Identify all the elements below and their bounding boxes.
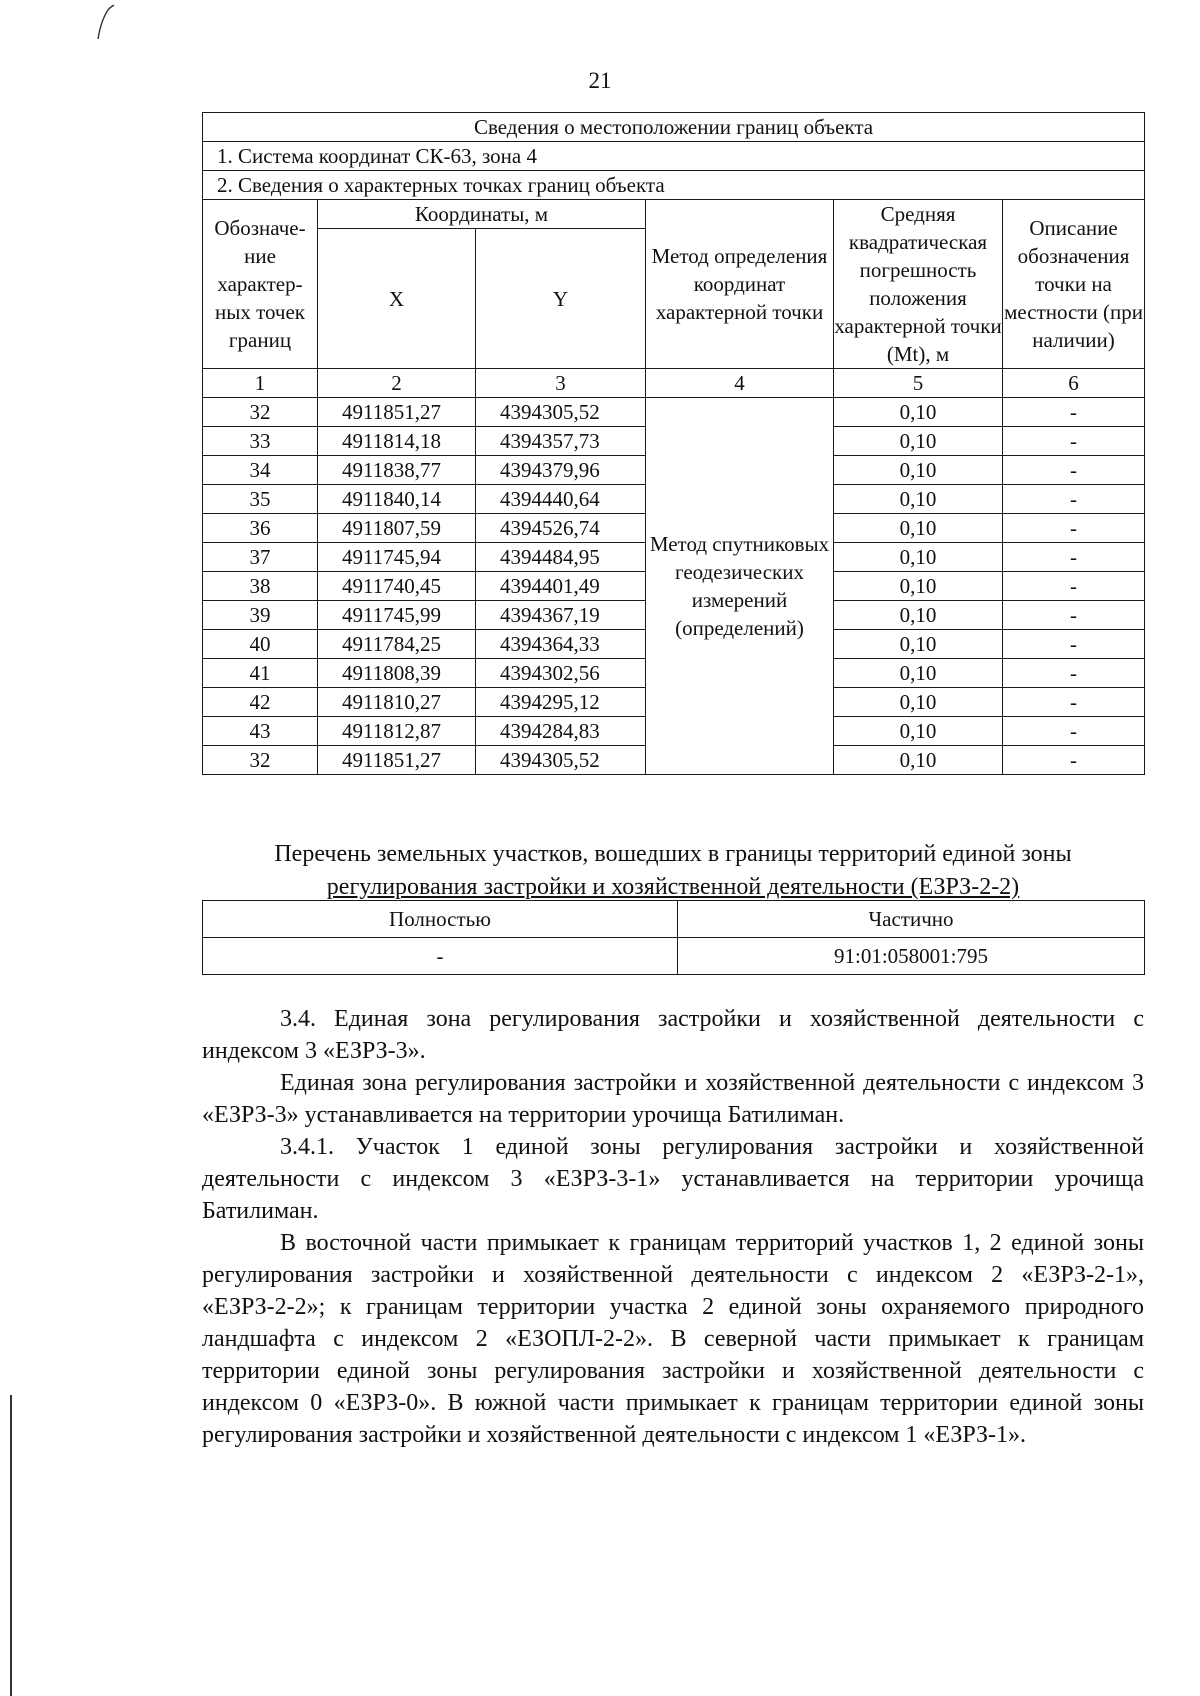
y-cell: 4394357,73 [476,427,646,456]
y-cell: 4394364,33 [476,630,646,659]
col-number: 6 [1003,369,1145,398]
paragraph: 3.4. Единая зона регулирования застройки и хозяйственной деятельности с индексом 3 «ЕЗРЗ-3». [202,1006,1144,1064]
value-partial: 91:01:058001:795 [678,938,1145,975]
section-title: 2. Сведения о характерных точках границ объекта [203,171,1145,200]
col-number: 5 [834,369,1003,398]
desc-cell: - [1003,572,1145,601]
desc-cell: - [1003,746,1145,775]
y-cell: 4394284,83 [476,717,646,746]
paragraph: В восточной части примыкает к границам территорий участков 1, 2 единой зоны регулирования застройки и хозяйственной деятельности с индексом 2 «ЕЗРЗ-2-1», «ЕЗРЗ-2-2»; к границам территории участка 2 единой зоны охраняемого природного ландшафта с индексом 2 «ЕЗОПЛ-2-2». В северной части примыкает к границам территории единой зоны регулирования застройки и хозяйственной деятельности с индексом 0 «ЕЗРЗ-0». В южной части примыкает к границам территории единой зоны регулирования застройки и хозяйственной деятельности с индексом 1 «ЕЗРЗ-1». [202,1230,1144,1448]
x-cell: 4911745,99 [318,601,476,630]
parcel-list-title-line1: Перечень земельных участков, вошедших в границы территорий единой зоны [274,841,1072,867]
x-cell: 4911812,87 [318,717,476,746]
y-cell: 4394295,12 [476,688,646,717]
desc-cell: - [1003,717,1145,746]
table-title: Сведения о местоположении границ объекта [203,113,1145,142]
header-coords: Координаты, м [318,200,646,229]
x-cell: 4911808,39 [318,659,476,688]
table-row [203,398,1145,427]
desc-cell: - [1003,514,1145,543]
desc-cell: - [1003,485,1145,514]
parcel-list-title-line2: регулирования застройки и хозяйственной деятельности (ЕЗРЗ-2-2) [326,874,1020,900]
error-cell: 0,10 [834,746,1003,775]
desc-cell: - [1003,659,1145,688]
error-cell: 0,10 [834,427,1003,456]
x-cell: 4911807,59 [318,514,476,543]
col-number: 3 [476,369,646,398]
header-full: Полностью [203,901,678,938]
parcel-list-title [202,838,1144,904]
error-cell: 0,10 [834,659,1003,688]
y-cell: 4394302,56 [476,659,646,688]
x-cell: 4911740,45 [318,572,476,601]
desc-cell: - [1003,456,1145,485]
x-cell: 4911814,18 [318,427,476,456]
value-full: - [203,938,678,975]
y-cell: 4394367,19 [476,601,646,630]
point-cell: 32 [203,398,318,427]
point-cell: 36 [203,514,318,543]
x-cell: 4911784,25 [318,630,476,659]
x-cell: 4911851,27 [318,746,476,775]
header-error: Средняя квадратическая погрешность положения характерной точки (Mt), м [834,200,1003,369]
header-y: Y [476,229,646,369]
error-cell: 0,10 [834,543,1003,572]
paragraph: Единая зона регулирования застройки и хозяйственной деятельности с индексом 3 «ЕЗРЗ-3» устанавливается на территории урочища Батилиман. [202,1070,1144,1128]
header-partial: Частично [678,901,1145,938]
error-cell: 0,10 [834,601,1003,630]
error-cell: 0,10 [834,630,1003,659]
paragraph: 3.4.1. Участок 1 единой зоны регулирования застройки и хозяйственной деятельности с индексом 3 «ЕЗРЗ-3-1» устанавливается на территории урочища Батилиман. [202,1134,1144,1224]
coordinate-system: 1. Система координат СК-63, зона 4 [203,142,1145,171]
point-cell: 34 [203,456,318,485]
point-cell: 32 [203,746,318,775]
header-description: Описание обозначения точки на местности (при наличии) [1003,200,1145,369]
point-cell: 39 [203,601,318,630]
desc-cell: - [1003,601,1145,630]
point-cell: 40 [203,630,318,659]
x-cell: 4911745,94 [318,543,476,572]
point-cell: 41 [203,659,318,688]
y-cell: 4394440,64 [476,485,646,514]
desc-cell: - [1003,543,1145,572]
col-number: 1 [203,369,318,398]
error-cell: 0,10 [834,485,1003,514]
error-cell: 0,10 [834,514,1003,543]
y-cell: 4394526,74 [476,514,646,543]
x-cell: 4911840,14 [318,485,476,514]
page-number: 21 [588,68,612,93]
y-cell: 4394401,49 [476,572,646,601]
coordinates-table [202,112,1145,775]
error-cell: 0,10 [834,572,1003,601]
y-cell: 4394379,96 [476,456,646,485]
header-x: X [318,229,476,369]
x-cell: 4911810,27 [318,688,476,717]
desc-cell: - [1003,398,1145,427]
x-cell: 4911838,77 [318,456,476,485]
margin-line [10,1395,12,1696]
col-number: 2 [318,369,476,398]
error-cell: 0,10 [834,456,1003,485]
error-cell: 0,10 [834,398,1003,427]
point-cell: 38 [203,572,318,601]
y-cell: 4394305,52 [476,746,646,775]
point-cell: 35 [203,485,318,514]
pen-mark-icon [96,4,116,40]
point-cell: 42 [203,688,318,717]
point-cell: 37 [203,543,318,572]
desc-cell: - [1003,427,1145,456]
y-cell: 4394305,52 [476,398,646,427]
method-cell: Метод спутниковых геодезических измерений (определений) [646,398,834,775]
error-cell: 0,10 [834,717,1003,746]
error-cell: 0,10 [834,688,1003,717]
x-cell: 4911851,27 [318,398,476,427]
col-number: 4 [646,369,834,398]
y-cell: 4394484,95 [476,543,646,572]
desc-cell: - [1003,688,1145,717]
header-point: Обозначе-ние характер-ных точек границ [203,200,318,369]
point-cell: 33 [203,427,318,456]
desc-cell: - [1003,630,1145,659]
body-text [202,1003,1144,1451]
parcel-table [202,900,1145,975]
header-method: Метод определения координат характерной точки [646,200,834,369]
point-cell: 43 [203,717,318,746]
